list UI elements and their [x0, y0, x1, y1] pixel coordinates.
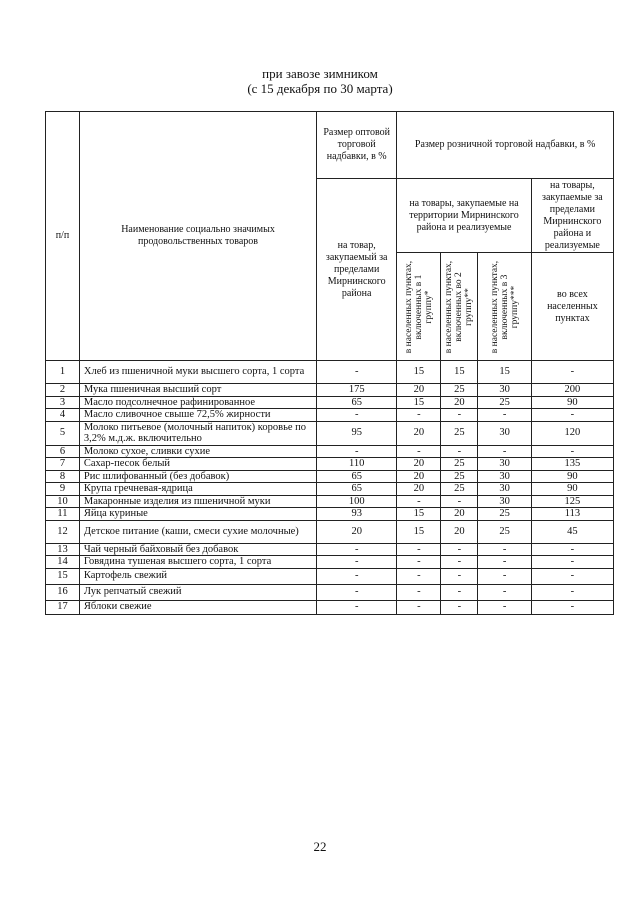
retail-markup-all: - — [531, 600, 613, 614]
table-row — [46, 584, 614, 600]
wholesale-markup: - — [317, 568, 397, 584]
retail-markup-group-1: - — [397, 543, 441, 556]
retail-markup-group-3: - — [478, 445, 531, 458]
header-group-3 — [478, 253, 531, 361]
wholesale-markup: - — [317, 445, 397, 458]
product-name: Масло сливочное свыше 72,5% жирности — [79, 409, 316, 422]
retail-markup-all: 135 — [531, 458, 613, 471]
product-name: Сахар-песок белый — [79, 458, 316, 471]
retail-markup-all: - — [531, 556, 613, 569]
retail-markup-all: - — [531, 543, 613, 556]
retail-markup-group-1: 15 — [397, 361, 441, 384]
retail-markup-group-3: - — [478, 409, 531, 422]
retail-markup-group-3: 30 — [478, 495, 531, 508]
retail-markup-group-2: - — [441, 556, 478, 569]
retail-markup-all: - — [531, 445, 613, 458]
table-row — [46, 508, 614, 521]
product-name: Говядина тушеная высшего сорта, 1 сорта — [79, 556, 316, 569]
retail-markup-all: 125 — [531, 495, 613, 508]
retail-markup-group-3: - — [478, 584, 531, 600]
retail-markup-group-2: 15 — [441, 361, 478, 384]
row-number: 10 — [46, 495, 80, 508]
retail-markup-group-3: 25 — [478, 396, 531, 409]
row-number: 11 — [46, 508, 80, 521]
wholesale-markup: - — [317, 556, 397, 569]
header-all: во всех населенных пунктах — [531, 253, 613, 361]
wholesale-markup: - — [317, 361, 397, 384]
retail-markup-group-1: 15 — [397, 396, 441, 409]
header-group-2 — [441, 253, 478, 361]
retail-markup-group-3: 30 — [478, 470, 531, 483]
retail-markup-group-3: - — [478, 556, 531, 569]
retail-markup-group-1: 20 — [397, 470, 441, 483]
retail-markup-group-1: - — [397, 445, 441, 458]
retail-markup-group-2: - — [441, 495, 478, 508]
retail-markup-group-2: - — [441, 584, 478, 600]
row-number: 2 — [46, 384, 80, 397]
retail-markup-group-1: - — [397, 600, 441, 614]
retail-markup-group-1: 20 — [397, 458, 441, 471]
retail-markup-group-2: 20 — [441, 520, 478, 543]
retail-markup-group-3: 30 — [478, 384, 531, 397]
retail-markup-all: - — [531, 584, 613, 600]
wholesale-markup: 93 — [317, 508, 397, 521]
header-wholesale: Размер оптовой торговой надбавки, в % — [317, 112, 397, 179]
retail-markup-all: 90 — [531, 470, 613, 483]
retail-markup-group-3: 25 — [478, 508, 531, 521]
table-row — [46, 568, 614, 584]
row-number: 12 — [46, 520, 80, 543]
retail-markup-group-3: 30 — [478, 483, 531, 496]
wholesale-markup: - — [317, 409, 397, 422]
product-name: Мука пшеничная высший сорт — [79, 384, 316, 397]
retail-markup-group-3: 25 — [478, 520, 531, 543]
wholesale-markup: 110 — [317, 458, 397, 471]
row-number: 8 — [46, 470, 80, 483]
header-wholesale-sub: на товар, закупаемый за пределами Мирнинского района — [317, 179, 397, 361]
retail-markup-group-2: 25 — [441, 421, 478, 445]
row-number: 5 — [46, 421, 80, 445]
document-title-line1: при завозе зимником — [262, 66, 378, 81]
retail-markup-group-1: - — [397, 495, 441, 508]
table-row — [46, 409, 614, 422]
retail-markup-all: 90 — [531, 396, 613, 409]
row-number: 1 — [46, 361, 80, 384]
product-name: Крупа гречневая-ядрица — [79, 483, 316, 496]
header-num: п/п — [46, 112, 80, 361]
header-group-2-text: в населенных пунктах, включенных во 2 группу** — [444, 260, 475, 353]
retail-markup-group-1: 15 — [397, 508, 441, 521]
markup-table — [45, 111, 614, 615]
retail-markup-group-2: - — [441, 409, 478, 422]
row-number: 14 — [46, 556, 80, 569]
retail-markup-group-2: 25 — [441, 384, 478, 397]
retail-markup-group-1: 15 — [397, 520, 441, 543]
retail-markup-all: - — [531, 568, 613, 584]
retail-markup-all: 120 — [531, 421, 613, 445]
wholesale-markup: 20 — [317, 520, 397, 543]
retail-markup-group-3: 30 — [478, 458, 531, 471]
table-row — [46, 495, 614, 508]
product-name: Чай черный байховый без добавок — [79, 543, 316, 556]
product-name: Молоко питьевое (молочный напиток) коровье по 3,2% м.д.ж. включительно — [79, 421, 316, 445]
header-group-3-text: в населенных пунктах, включенных в 3 группу*** — [489, 260, 520, 353]
product-name: Молоко сухое, сливки сухие — [79, 445, 316, 458]
wholesale-markup: - — [317, 600, 397, 614]
retail-markup-group-2: 25 — [441, 483, 478, 496]
product-name: Рис шлифованный (без добавок) — [79, 470, 316, 483]
wholesale-markup: 175 — [317, 384, 397, 397]
table-row — [46, 483, 614, 496]
retail-markup-group-2: 20 — [441, 508, 478, 521]
row-number: 9 — [46, 483, 80, 496]
row-number: 3 — [46, 396, 80, 409]
retail-markup-group-2: - — [441, 600, 478, 614]
row-number: 7 — [46, 458, 80, 471]
table-row — [46, 520, 614, 543]
product-name: Яблоки свежие — [79, 600, 316, 614]
retail-markup-group-2: 20 — [441, 396, 478, 409]
retail-markup-group-2: - — [441, 445, 478, 458]
row-number: 6 — [46, 445, 80, 458]
header-retail: Размер розничной торговой надбавки, в % — [397, 112, 614, 179]
retail-markup-group-1: - — [397, 568, 441, 584]
header-name: Наименование социально значимых продовольственных товаров — [79, 112, 316, 361]
table-row — [46, 396, 614, 409]
product-name: Яйца куриные — [79, 508, 316, 521]
row-number: 17 — [46, 600, 80, 614]
row-number: 4 — [46, 409, 80, 422]
wholesale-markup: 65 — [317, 483, 397, 496]
table-row — [46, 556, 614, 569]
document-title-line2: (с 15 декабря по 30 марта) — [247, 81, 393, 96]
wholesale-markup: 65 — [317, 396, 397, 409]
retail-markup-group-2: 25 — [441, 470, 478, 483]
retail-markup-group-1: - — [397, 409, 441, 422]
wholesale-markup: - — [317, 584, 397, 600]
retail-markup-all: - — [531, 361, 613, 384]
product-name: Лук репчатый свежий — [79, 584, 316, 600]
table-row — [46, 445, 614, 458]
retail-markup-all: 200 — [531, 384, 613, 397]
retail-markup-group-1: 20 — [397, 483, 441, 496]
retail-markup-all: - — [531, 409, 613, 422]
retail-markup-group-2: - — [441, 568, 478, 584]
header-group-1 — [397, 253, 441, 361]
retail-markup-group-1: - — [397, 584, 441, 600]
header-retail-inside: на товары, закупаемые на территории Мирнинского района и реализуемые — [397, 179, 532, 253]
row-number: 13 — [46, 543, 80, 556]
retail-markup-all: 90 — [531, 483, 613, 496]
product-name: Детское питание (каши, смеси сухие молочные) — [79, 520, 316, 543]
wholesale-markup: 65 — [317, 470, 397, 483]
retail-markup-group-3: 30 — [478, 421, 531, 445]
table-row — [46, 543, 614, 556]
row-number: 16 — [46, 584, 80, 600]
table-row — [46, 421, 614, 445]
product-name: Хлеб из пшеничной муки высшего сорта, 1 сорта — [79, 361, 316, 384]
retail-markup-group-2: 25 — [441, 458, 478, 471]
retail-markup-group-1: 20 — [397, 384, 441, 397]
wholesale-markup: - — [317, 543, 397, 556]
table-row — [46, 470, 614, 483]
retail-markup-group-2: - — [441, 543, 478, 556]
row-number: 15 — [46, 568, 80, 584]
wholesale-markup: 100 — [317, 495, 397, 508]
retail-markup-group-1: 20 — [397, 421, 441, 445]
table-row — [46, 361, 614, 384]
product-name: Масло подсолнечное рафинированное — [79, 396, 316, 409]
table-row — [46, 384, 614, 397]
product-name: Картофель свежий — [79, 568, 316, 584]
retail-markup-group-1: - — [397, 556, 441, 569]
retail-markup-all: 113 — [531, 508, 613, 521]
product-name: Макаронные изделия из пшеничной муки — [79, 495, 316, 508]
table-row — [46, 600, 614, 614]
retail-markup-group-3: - — [478, 568, 531, 584]
retail-markup-group-3: 15 — [478, 361, 531, 384]
retail-markup-group-3: - — [478, 600, 531, 614]
retail-markup-group-3: - — [478, 543, 531, 556]
table-row — [46, 458, 614, 471]
page-number: 22 — [313, 839, 327, 854]
header-retail-outside: на товары, закупаемые за пределами Мирнинского района и реализуемые — [531, 179, 613, 253]
wholesale-markup: 95 — [317, 421, 397, 445]
header-group-1-text: в населенных пунктах, включенных в 1 группу* — [403, 260, 434, 353]
retail-markup-all: 45 — [531, 520, 613, 543]
